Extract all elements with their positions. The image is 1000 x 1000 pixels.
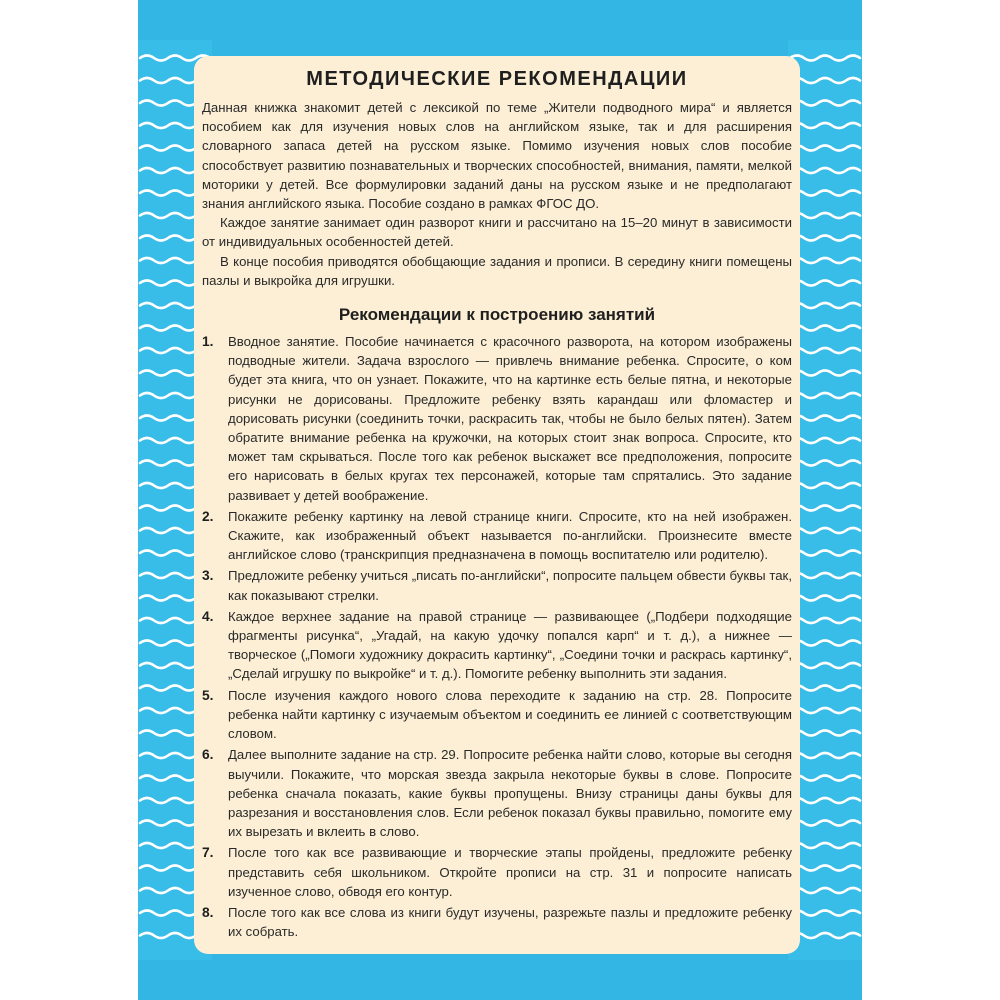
wave-line	[790, 551, 860, 556]
wave-line	[790, 641, 860, 646]
wave-line	[790, 191, 860, 196]
list-item	[202, 607, 792, 684]
wave-line	[790, 821, 860, 826]
list-item-number: 5.	[202, 687, 214, 703]
wave-line	[790, 326, 860, 331]
list-item-number: 8.	[202, 904, 214, 920]
intro-paragraph-1: Данная книжка знакомит детей с лексикой по теме „Жители подводного мира“ и является пособием как для изучения новых слов на английском языке, так и для расширения словарного запаса детей на русском языке. Помимо изучения новых слов пособие способствует развитию познавательных и творческих способностей, внимания, памяти, мелкой моторики у детей. Все формулировки заданий даны на русском языке и не предполагают знания английского языка. Пособие создано в рамках ФГОС ДО.	[202, 100, 792, 212]
list-item	[202, 903, 792, 941]
list-item	[202, 507, 792, 565]
wave-line	[790, 258, 860, 263]
wave-line	[790, 168, 860, 173]
wave-line	[790, 461, 860, 466]
wave-line	[790, 483, 860, 488]
list-item	[202, 686, 792, 744]
wave-line	[790, 56, 860, 61]
wave-line	[790, 798, 860, 803]
wave-line	[790, 573, 860, 578]
list-item	[202, 745, 792, 841]
wave-line	[790, 596, 860, 601]
wave-line	[790, 618, 860, 623]
book-page	[138, 0, 862, 1000]
wave-line	[790, 303, 860, 308]
list-item-number: 4.	[202, 608, 214, 624]
wave-line	[790, 281, 860, 286]
list-item	[202, 566, 792, 604]
wave-line	[790, 78, 860, 83]
wave-line	[790, 888, 860, 893]
wave-line	[790, 506, 860, 511]
list-item-number: 2.	[202, 508, 214, 524]
wave-line	[790, 843, 860, 848]
wave-line	[790, 438, 860, 443]
list-item-text: Далее выполните задание на стр. 29. Попросите ребенка найти слово, которые вы сегодня выучили. Покажите, что морская звезда закрыла некоторые буквы в слове. Попросите ребенка сначала показать, какие буквы пропущены. Внизу страницы даны буквы для разрезания и восстановления слов. Если ребенок показал буквы правильно, помогите ему их вырезать и вклеить в слово.	[228, 747, 792, 840]
intro-paragraph-2: Каждое занятие занимает один разворот книги и рассчитано на 15–20 минут в зависимости от индивидуальных особенностей детей.	[202, 215, 792, 250]
recommendations-card	[194, 56, 800, 954]
list-item-number: 3.	[202, 568, 214, 584]
wave-line	[790, 101, 860, 106]
list-item-text: После того как все развивающие и творческие этапы пройдены, предложите ребенку представить себя школьником. Откройте прописи на стр. 31 и попросите написать изученное слово, обводя его контур.	[228, 845, 792, 899]
wave-line	[790, 753, 860, 758]
wave-line	[790, 663, 860, 668]
wave-line	[790, 933, 860, 938]
wave-line	[790, 371, 860, 376]
wave-line	[790, 123, 860, 128]
list-item	[202, 843, 792, 901]
list-item-text: После изучения каждого нового слова переходите к заданию на стр. 28. Попросите ребенка найти картинку с изучаемым объектом и соединить ее линией с соответствующим словом.	[228, 687, 792, 742]
wave-line	[790, 686, 860, 691]
wave-line	[790, 528, 860, 533]
page-title: МЕТОДИЧЕСКИЕ РЕКОМЕНДАЦИИ	[306, 68, 688, 90]
wave-line	[790, 866, 860, 871]
wave-line	[790, 731, 860, 736]
recommendation-list	[202, 332, 792, 941]
wave-line	[790, 911, 860, 916]
section-subtitle: Рекомендации к построению занятий	[338, 305, 656, 325]
list-item-number: 1.	[202, 334, 214, 350]
wave-line	[790, 213, 860, 218]
list-item-text: Вводное занятие. Пособие начинается с красочного разворота, на котором изображены подводные жители. Задача взрослого — привлечь внимание ребенка. Спросите, о ком будет эта книга, что он узнает. Покажите, что на картинке есть белые пятна, и некоторые рисунки не дорисованы. Предложите ребенку взять карандаш или фломастер и дорисовать рисунки (соединить точки, раскрасить так, чтобы не было белых пятен). Затем обратите внимание ребенка на кружочки, на которых стоит знак вопроса. Спросите, кто может там скрываться. После того как ребенок выскажет все предположения, попросите его нарисовать в белых кругах тех персонажей, которые там спрятались. Это задание развивает у детей воображение.	[228, 334, 792, 503]
list-item-text: Покажите ребенку картинку на левой странице книги. Спросите, кто на ней изображен. Скажите, как изображенный объект называется по-английски. Произнесите вместе английское слово (транскрипция предназначена в помощь воспитателю или родителю).	[228, 508, 792, 563]
list-item	[202, 332, 792, 505]
wave-line	[790, 146, 860, 151]
wave-line	[790, 393, 860, 398]
wave-line	[790, 348, 860, 353]
wave-line	[790, 776, 860, 781]
list-item-text: После того как все слова из книги будут изучены, разрежьте пазлы и предложите ребенку их собрать.	[228, 904, 792, 940]
list-item-text: Каждое верхнее задание на правой странице — развивающее („Подбери подходящие фрагменты рисунка“, „Угадай, на какую удочку попался карп“ и т. д.), а нижнее — творческое („Помоги художнику докрасить картинку“, „Соедини точки и раскрась картинку“, „Сделай игрушку по выкройке“ и т. д.). Помогите ребенку выполнить эти задания.	[228, 608, 792, 682]
list-item-number: 6.	[202, 747, 214, 763]
list-item-number: 7.	[202, 845, 214, 861]
wave-line	[790, 416, 860, 421]
wave-line	[790, 236, 860, 241]
wave-line	[790, 708, 860, 713]
intro-paragraph-3: В конце пособия приводятся обобщающие задания и прописи. В середину книги помещены пазлы и выкройка для игрушки.	[202, 253, 792, 288]
list-item-text: Предложите ребенку учиться „писать по-английски“, попросите пальцем обвести буквы так, как показывают стрелки.	[228, 568, 792, 603]
